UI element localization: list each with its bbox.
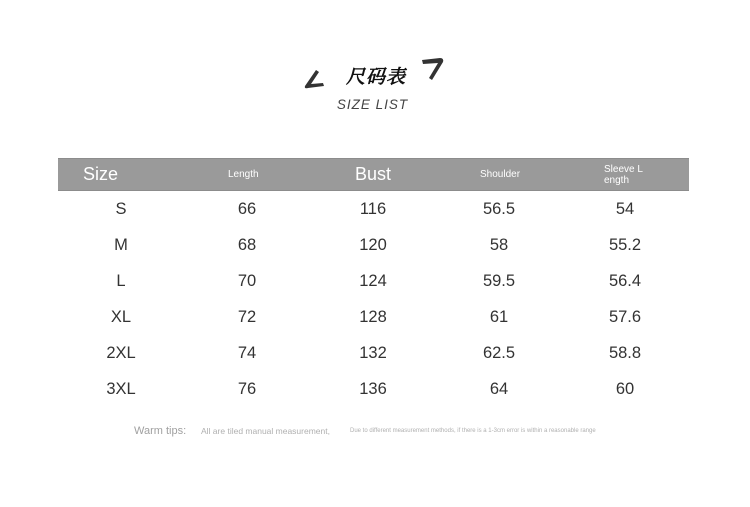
table-cell: 62.5	[482, 344, 516, 362]
table-cell: 70	[237, 272, 257, 290]
table-cell: 66	[237, 200, 257, 218]
table-cell: 2XL	[106, 344, 136, 362]
column-header-length: Length	[228, 169, 259, 180]
table-cell: 59.5	[482, 272, 516, 290]
table-cell: 124	[359, 272, 387, 290]
table-row	[58, 299, 689, 335]
table-cell: 136	[359, 380, 387, 398]
column-header-shoulder: Shoulder	[480, 169, 521, 180]
table-cell: 3XL	[106, 380, 136, 398]
table-row	[58, 191, 689, 227]
table-header-row	[58, 158, 689, 191]
size-table	[58, 158, 689, 407]
table-cell: S	[115, 200, 127, 218]
table-cell: 56.5	[482, 200, 516, 218]
page-subtitle: SIZE LIST	[336, 97, 409, 112]
tips-line-1: All are tiled manual measurement,	[201, 426, 330, 436]
table-cell: 64	[489, 380, 509, 398]
column-header-sleeve-length: Sleeve Length	[604, 163, 643, 186]
table-cell: L	[116, 272, 126, 290]
left-swoosh-decoration	[302, 68, 328, 92]
table-cell: 120	[359, 236, 387, 254]
table-cell: 58.8	[608, 344, 642, 362]
table-body	[58, 191, 689, 407]
table-cell: 54	[615, 200, 635, 218]
table-cell: 128	[359, 308, 387, 326]
table-row	[58, 227, 689, 263]
table-row	[58, 263, 689, 299]
page-header	[0, 0, 750, 130]
table-cell: 61	[489, 308, 509, 326]
table-row	[58, 335, 689, 371]
column-header-bust: Bust	[355, 164, 392, 184]
tips-line-2: Due to different measurement methods, if there is a 1-3cm error is within a reasonable range	[350, 428, 596, 434]
table-cell: M	[114, 236, 128, 254]
table-cell: 60	[615, 380, 635, 398]
table-cell: 76	[237, 380, 257, 398]
table-cell: 132	[359, 344, 387, 362]
tips-label: Warm tips:	[134, 425, 187, 437]
column-header-size: Size	[83, 164, 119, 184]
table-cell: 116	[359, 200, 387, 218]
table-cell: 56.4	[608, 272, 642, 290]
warm-tips	[0, 425, 750, 441]
table-cell: 68	[237, 236, 257, 254]
table-cell: 58	[489, 236, 509, 254]
table-cell: 55.2	[608, 236, 642, 254]
right-swoosh-decoration	[420, 56, 446, 82]
table-row	[58, 371, 689, 407]
table-cell: 72	[237, 308, 257, 326]
page-title: 尺码表	[345, 66, 406, 88]
table-cell: XL	[110, 308, 132, 326]
table-cell: 74	[237, 344, 257, 362]
table-cell: 57.6	[608, 308, 642, 326]
